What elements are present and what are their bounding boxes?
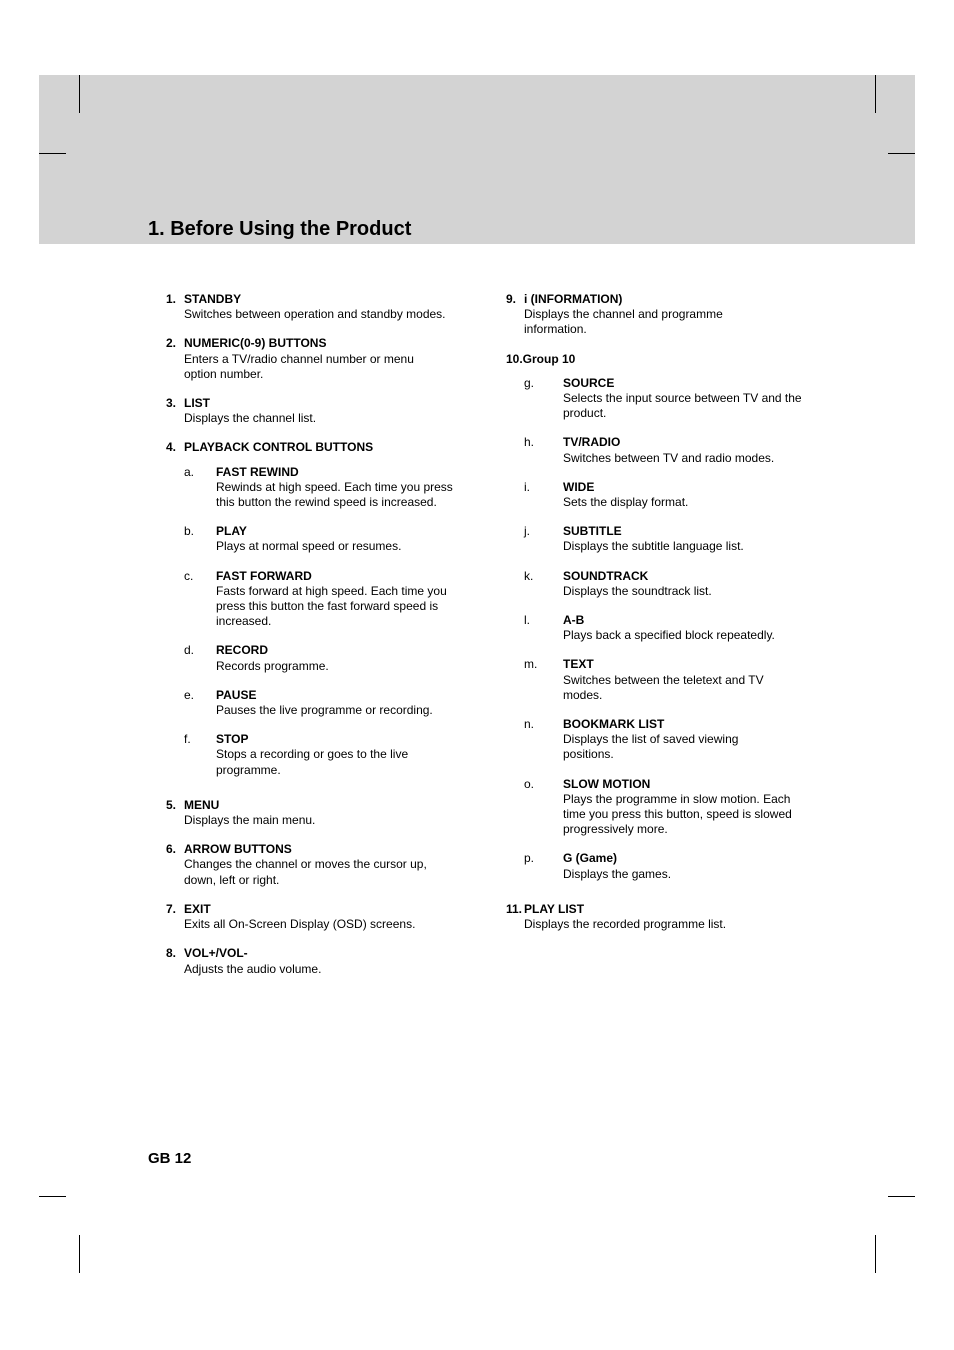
sub-item-description: Pauses the live programme or recording. [216, 703, 433, 718]
item-title: STANDBY [184, 292, 242, 306]
sub-item-letter: g. [524, 375, 535, 390]
sub-item-letter: l. [524, 613, 530, 628]
sub-item-description: Plays the programme in slow motion. Each time you press this button, speed is slowed progressively more. [563, 791, 792, 837]
item-description: Switches between operation and standby modes. [184, 307, 446, 322]
sub-item-description: Records programme. [216, 658, 329, 673]
sub-item-record [184, 643, 471, 673]
item-title: ARROW BUTTONS [184, 842, 292, 857]
sub-item-title: FAST FORWARD [216, 568, 312, 583]
sub-item-letter: n. [524, 717, 535, 732]
sub-item-title: G (Game) [563, 851, 618, 866]
sub-item-description: Displays the soundtrack list. [563, 583, 712, 598]
crop-mark [39, 153, 66, 154]
sub-item-title: SUBTITLE [563, 524, 622, 539]
sub-item-source [506, 376, 816, 422]
item-title: EXIT [184, 901, 211, 916]
item-description: Displays the channel and programme information. [524, 307, 723, 337]
left-column [166, 292, 471, 991]
sub-item-title: PLAY [216, 524, 247, 539]
crop-mark [39, 1196, 66, 1197]
sub-item-letter: j. [524, 524, 530, 539]
sub-item-letter: f. [184, 732, 191, 747]
sub-item-title: STOP [216, 732, 249, 747]
item-description: Displays the recorded programme list. [524, 917, 727, 932]
list-item-playback-controls [166, 440, 471, 777]
sub-item-title: WIDE [563, 479, 595, 494]
sub-item-letter: c. [184, 568, 194, 583]
sub-item-description: Switches between TV and radio modes. [563, 450, 775, 465]
list-item-group-10 [506, 352, 816, 882]
sub-item-description: Rewinds at high speed. Each time you press this button the rewind speed is increased. [216, 479, 453, 510]
item-number: 5. [166, 797, 177, 812]
sub-item-description: Plays back a specified block repeatedly. [563, 628, 775, 643]
sub-item-title: PAUSE [216, 687, 257, 702]
list-item-volume [166, 946, 471, 976]
sub-item-title: SOURCE [563, 375, 615, 390]
sub-item-title: BOOKMARK LIST [563, 717, 665, 732]
sub-item-letter: i. [524, 479, 530, 494]
crop-mark [888, 153, 915, 154]
sub-item-play [184, 524, 471, 554]
group-heading: 10.Group 10 [506, 351, 576, 366]
sub-item-letter: m. [524, 657, 538, 672]
item-number: 1. [166, 292, 177, 306]
sub-item-title: SLOW MOTION [563, 776, 651, 791]
item-description: Enters a TV/radio channel number or menu option number. [184, 351, 414, 381]
sub-item-letter: b. [184, 524, 195, 539]
item-number: 3. [166, 396, 177, 411]
sub-item-title: FAST REWIND [216, 464, 299, 479]
item-number: 9. [506, 292, 517, 306]
list-item-exit [166, 902, 471, 932]
item-title: VOL+/VOL- [184, 946, 248, 961]
sub-item-title: RECORD [216, 643, 269, 658]
sub-item-stop [184, 732, 471, 778]
sub-item-tv-radio [506, 435, 816, 465]
sub-item-wide [506, 480, 816, 510]
sub-item-game [506, 851, 816, 881]
sub-item-description: Fasts forward at high speed. Each time you press this button the fast forward speed is increased. [216, 583, 447, 629]
sub-item-a-b [506, 613, 816, 643]
sub-item-letter: h. [524, 435, 535, 450]
item-title: PLAYBACK CONTROL BUTTONS [184, 440, 374, 455]
sub-item-description: Selects the input source between TV and the product. [563, 391, 802, 421]
item-description: Displays the main menu. [184, 813, 316, 828]
crop-mark [875, 75, 876, 113]
sub-item-description: Plays at normal speed or resumes. [216, 539, 402, 554]
sub-item-description: Displays the games. [563, 866, 672, 881]
crop-mark [79, 1235, 80, 1273]
item-title: LIST [184, 396, 210, 411]
sub-item-letter: o. [524, 776, 535, 791]
list-item-arrow-buttons [166, 842, 471, 888]
item-title: i (INFORMATION) [524, 292, 623, 306]
crop-mark [79, 75, 80, 113]
sub-item-letter: d. [184, 643, 195, 658]
item-title: PLAY LIST [524, 901, 585, 916]
item-description: Displays the channel list. [184, 411, 317, 426]
sub-item-soundtrack [506, 569, 816, 599]
item-number: 4. [166, 440, 177, 455]
sub-item-description: Switches between the teletext and TV modes. [563, 672, 764, 702]
right-column [506, 292, 816, 946]
item-description: Changes the channel or moves the cursor up, down, left or right. [184, 857, 427, 887]
sub-item-description: Sets the display format. [563, 495, 689, 510]
item-description: Exits all On-Screen Display (OSD) screens. [184, 917, 416, 932]
sub-item-slow-motion [506, 777, 816, 838]
sub-item-subtitle [506, 524, 816, 554]
sub-item-pause [184, 688, 471, 718]
sub-item-letter: p. [524, 851, 535, 866]
sub-item-title: TEXT [563, 657, 594, 672]
crop-mark [875, 1235, 876, 1273]
item-description: Adjusts the audio volume. [184, 961, 322, 976]
item-number: 8. [166, 946, 177, 961]
list-item-play-list [506, 902, 816, 932]
sub-item-description: Stops a recording or goes to the live programme. [216, 747, 409, 777]
page-number: GB 12 [148, 1150, 192, 1167]
sub-item-description: Displays the list of saved viewing positions. [563, 732, 739, 762]
sub-item-letter: a. [184, 464, 195, 479]
list-item-menu [166, 798, 471, 828]
sub-item-title: SOUNDTRACK [563, 568, 649, 583]
sub-item-letter: e. [184, 687, 195, 702]
item-title: NUMERIC(0-9) BUTTONS [184, 336, 327, 351]
sub-item-fast-forward [184, 569, 471, 630]
sub-item-letter: k. [524, 568, 534, 583]
sub-item-title: TV/RADIO [563, 435, 621, 450]
item-number: 6. [166, 842, 177, 857]
page-title: 1. Before Using the Product [148, 218, 412, 240]
sub-item-fast-rewind [184, 465, 471, 511]
list-item-numeric-buttons [166, 336, 471, 382]
sub-item-description: Displays the subtitle language list. [563, 539, 744, 554]
crop-mark [888, 1196, 915, 1197]
item-number: 11. [506, 901, 523, 916]
sub-item-text [506, 657, 816, 703]
item-number: 7. [166, 901, 177, 916]
list-item-standby [166, 292, 471, 322]
sub-item-bookmark-list [506, 717, 816, 763]
list-item-information [506, 292, 816, 338]
item-number: 2. [166, 336, 177, 351]
list-item-list [166, 396, 471, 426]
item-title: MENU [184, 797, 220, 812]
sub-item-title: A-B [563, 613, 585, 628]
